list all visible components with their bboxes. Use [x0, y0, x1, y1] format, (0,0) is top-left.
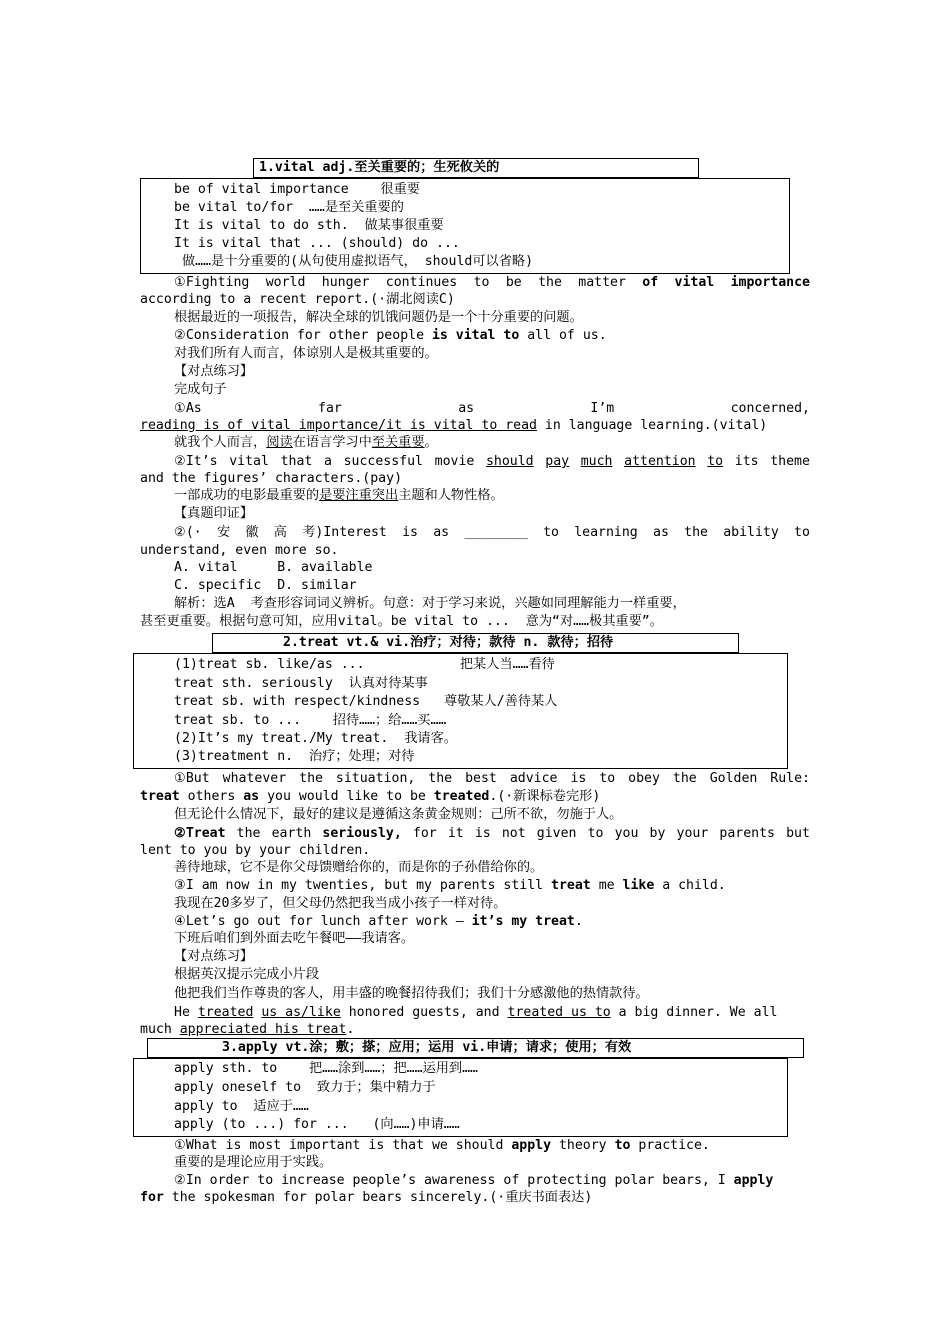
example-line: ①But whatever the situation, the best advice is to obey the Golden Rule: — [174, 771, 810, 786]
section-header-treat: 2.treat vt.& vi.治疗；对待；款待 n. 款待；招待 — [212, 633, 739, 653]
phrase-line: It is vital that ... (should) do ... — [174, 236, 460, 251]
exam-options: A. vital B. available — [174, 560, 373, 575]
phrase-line: (2)It’s my treat./My treat. 我请客。 — [174, 731, 457, 746]
example-line: ③I am now in my twenties, but my parents still treat me like a child. — [174, 878, 726, 893]
phrase-line: (1)treat sb. like/as ... 把某人当……看待 — [174, 657, 555, 672]
practice-subheading: 完成句子 — [174, 382, 227, 397]
practice-line: much appreciated his treat. — [140, 1022, 355, 1037]
analysis-line: 解析：选A 考查形容词词义辨析。句意：对于学习来说，兴趣如同理解能力一样重要， — [174, 596, 686, 611]
translation-line: 善待地球，它不是你父母馈赠给你的，而是你的子孙借给你的。 — [174, 860, 544, 875]
practice-line: ①As far as I’m concerned, — [174, 401, 810, 416]
section-header-apply: 3.apply vt.涂；敷；搽；应用；运用 vi.申请；请求；使用；有效 — [147, 1038, 804, 1058]
translation-line: 他把我们当作尊贵的客人，用丰盛的晚餐招待我们；我们十分感激他的热情款待。 — [174, 986, 649, 1001]
example-line: according to a recent report.(·湖北阅读C) — [140, 292, 455, 307]
translation-line: 一部成功的电影最重要的是要注重突出主题和人物性格。 — [174, 488, 504, 503]
example-line: ②Consideration for other people is vital to all of us. — [174, 328, 607, 343]
phrase-line: (3)treatment n. 治疗；处理；对待 — [174, 749, 415, 764]
translation-line: 但无论什么情况下，最好的建议是遵循这条黄金规则：己所不欲，勿施于人。 — [174, 807, 623, 822]
phrase-line: 做……是十分重要的(从句使用虚拟语气， should可以省略) — [174, 254, 534, 269]
answer-blank: treated us to — [507, 1005, 611, 1020]
exam-question-line: ②(· 安 徽 高 考)Interest is as ________ to learning as the ability to — [174, 525, 810, 540]
analysis-line: 甚至更重要。根据句意可知，应用vital。be vital to ... 意为“对……极其重要”。 — [140, 614, 663, 629]
phrase-line: treat sb. with respect/kindness 尊敬某人/善待某人 — [174, 694, 558, 709]
phrase-line: apply oneself to 致力于；集中精力于 — [174, 1080, 436, 1095]
phrase-line: treat sth. seriously 认真对待某事 — [174, 676, 428, 691]
exam-question-line: understand, even more so. — [140, 543, 339, 558]
phrase-line: apply sth. to 把……涂到……；把……运用到…… — [174, 1061, 478, 1076]
translation-line: 根据最近的一项报告，解决全球的饥饿问题仍是一个十分重要的问题。 — [174, 310, 583, 325]
practice-line: and the figures’ characters.(pay) — [140, 471, 403, 486]
exam-heading: 【真题印证】 — [174, 506, 254, 521]
example-line: ②In order to increase people’s awareness of protecting polar bears, I apply — [174, 1173, 774, 1188]
practice-heading: 【对点练习】 — [174, 364, 254, 379]
example-line: treat others as you would like to be treated.(·新课标卷完形) — [140, 789, 601, 804]
translation-line: 下班后咱们到外面去吃午餐吧——我请客。 — [174, 931, 415, 946]
phrase-line: apply (to ...) for ... (向……)申请…… — [174, 1117, 460, 1132]
practice-line: reading is of vital importance/it is vital to read in language learning.(vital) — [140, 418, 768, 433]
answer-blank: us as/like — [261, 1005, 341, 1020]
phrase-line: treat sb. to ... 招待……；给……买…… — [174, 713, 447, 728]
example-line: lent to you by your children. — [140, 843, 371, 858]
example-line: ④Let’s go out for lunch after work — it’s my treat. — [174, 914, 583, 929]
phrase-line: It is vital to do sth. 做某事很重要 — [174, 218, 444, 233]
answer-blank: reading is of vital importance/it is vital to read — [140, 418, 537, 433]
practice-line: He treated us as/like honored guests, and treated us to a big dinner. We all — [174, 1005, 778, 1020]
answer-blank: treated — [197, 1005, 254, 1020]
example-line: ①What is most important is that we should apply theory to practice. — [174, 1138, 710, 1153]
example-line: for the spokesman for polar bears sincerely.(·重庆书面表达) — [140, 1190, 593, 1205]
phrase-line: be vital to/for ……是至关重要的 — [174, 200, 404, 215]
exam-options: C. specific D. similar — [174, 578, 357, 593]
translation-line: 对我们所有人而言，体谅别人是极其重要的。 — [174, 346, 438, 361]
practice-subheading: 根据英汉提示完成小片段 — [174, 967, 320, 982]
practice-line: ②It’s vital that a successful movie should pay much attention to its theme — [174, 454, 810, 469]
phrase-line: apply to 适应于…… — [174, 1099, 309, 1114]
practice-heading: 【对点练习】 — [174, 949, 254, 964]
translation-line: 就我个人而言，阅读在语言学习中至关重要。 — [174, 435, 438, 450]
section-header-vital: 1.vital adj.至关重要的；生死攸关的 — [253, 158, 699, 178]
translation-line: 我现在20多岁了，但父母仍然把我当成小孩子一样对待。 — [174, 896, 507, 911]
answer-blank: appreciated his treat — [179, 1022, 347, 1037]
example-line: ②Treat the earth seriously, for it is not given to you by your parents but — [174, 826, 810, 841]
phrase-line: be of vital importance 很重要 — [174, 182, 420, 197]
translation-line: 重要的是理论应用于实践。 — [174, 1155, 333, 1170]
example-line: ①Fighting world hunger continues to be the matter of vital importance — [174, 275, 810, 290]
